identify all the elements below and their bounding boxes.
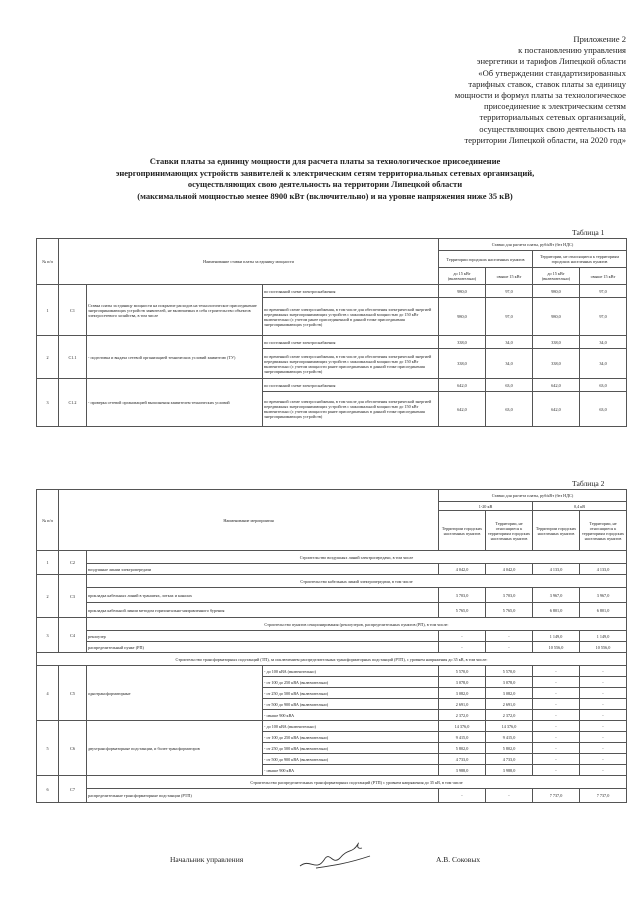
t2-row-num: 5 [37,721,59,776]
t2-row-value: - [580,732,627,743]
t2-row-label: - от 500 до 900 кВА (включительно) [263,754,439,765]
t2-head-v1: 1-20 кВ [439,502,533,511]
t2-row-code: C5 [59,666,87,721]
t1-row-condition: по временной схеме электроснабжения, в том числе для обеспечения электрической энергией передвижных энергопринимающих устройств с максимальной мощностью до 150 кВт включительно (с учетом ранее присоединенной в данной точке присоединения энергопринимающих устройств) [263,298,439,336]
t2-row-value: 3 082,0 [486,688,533,699]
t1-row-value: 642,0 [533,392,580,427]
t2-head-rural: Территории, не относящиеся к территориям городских населенных пунктов [486,511,533,551]
t2-row-value: 3 703,0 [486,588,533,603]
t1-row-value: 63,0 [580,379,627,392]
t1-row-value: 34,0 [486,336,533,349]
t1-row-value: 63,0 [580,392,627,427]
t2-row-value: 5 570,0 [486,666,533,677]
t1-row-value: 97,0 [486,298,533,336]
t1-head-num: № п/п [37,239,59,285]
t2-row-value: - [486,642,533,653]
t2-head-rural: Территории, не относящиеся к территориям городских населенных пунктов [580,511,627,551]
t2-row-num: 1 [37,551,59,575]
t2-row-value: - [580,699,627,710]
t1-row-value: 338,0 [439,349,486,379]
t2-row-value: 10 556,0 [580,642,627,653]
t2-row-label: - свыше 900 кВА [263,710,439,721]
t2-row-value: 3 967,0 [580,588,627,603]
t2-head-urban: Территории городских населенных пунктов [533,511,580,551]
t2-row-group-name: двухтрансформаторные подстанции, и более трансформаторов [87,721,263,776]
appendix-line: территориальных сетевых организаций, [479,112,626,123]
t2-row-label: прокладка кабельных линий в траншеях, лотках и каналах [87,588,439,603]
t2-row-label: - от 250 до 500 кВА (включительно) [263,743,439,754]
t2-row-value: 1 149,0 [533,631,580,642]
t2-row-label: - до 100 кВА (включительно) [263,666,439,677]
t2-row-value: 10 556,0 [533,642,580,653]
t2-row-code: C4 [59,618,87,653]
t2-row-code: C6 [59,721,87,776]
t2-row-value: 2 372,0 [439,710,486,721]
t2-row-value: 14 376,0 [439,721,486,732]
t2-head-num: № п/п [37,490,59,551]
t2-row-value: 3 078,0 [439,677,486,688]
t2-row-value: 5 765,0 [439,603,486,618]
t2-row-label: реклоузер [87,631,439,642]
t2-row-value: - [580,754,627,765]
t2-section-heading: Строительство распределительных трансформаторных подстанций (РТП) с уровнем напряжения до 35 кВ, в том числе [87,776,627,789]
t1-row-value: 642,0 [439,392,486,427]
t2-section-heading: Строительство кабельных линий электропередачи, в том числе [87,575,627,588]
t2-row-value: 5 802,0 [486,743,533,754]
t1-row-condition: по временной схеме электроснабжения, в том числе для обеспечения электрической энергией передвижных энергопринимающих устройств с максимальной мощностью до 150 кВт включительно (с учетом мощности ранее присоединенных в данной точке присоединения энергопринимающих устройств) [263,392,439,427]
t2-row-value: - [533,666,580,677]
t1-row-code: C1 [59,285,87,336]
title-line: энергопринимающих устройств заявителей к электрическим сетям территориальных сетевых организаций, [115,167,535,178]
t2-row-value: 4 042,0 [486,564,533,575]
t1-head-upto: до 15 кВт (включительно) [533,268,580,285]
t1-row-value: 338,0 [533,349,580,379]
t1-row-value: 980,0 [533,298,580,336]
appendix-line: к постановлению управления [518,45,626,56]
appendix-line: осуществляющих свою деятельность на [479,123,626,134]
t2-row-value: - [580,710,627,721]
t2-row-value: 2 691,0 [439,699,486,710]
t2-row-value: 7 737,0 [580,789,627,803]
table2 [36,489,627,803]
t2-section-heading: Строительство воздушных линий электропередачи, в том числе [87,551,627,564]
t2-row-num: 4 [37,666,59,721]
t1-row-value: 63,0 [486,379,533,392]
t1-row-value: 97,0 [580,298,627,336]
t2-row-value: 3 082,0 [439,688,486,699]
t2-row-value: - [533,699,580,710]
t1-head-over: свыше 15 кВт [580,268,627,285]
t1-head-over: свыше 15 кВт [486,268,533,285]
t2-row-value: - [439,642,486,653]
t1-row-desc: - подготовка и выдача сетевой организацией технических условий заявителю (ТУ) [87,336,263,379]
handwritten-signature [296,836,376,876]
t2-row-label: - от 100 до 250 кВА (включительно) [263,732,439,743]
t2-row-value: 5 802,0 [439,743,486,754]
t2-row-label: распределительный пункт (РП) [87,642,439,653]
appendix-line: территории Липецкой области, на 2020 год» [464,134,626,145]
t1-head-upto: до 15 кВт (включительно) [439,268,486,285]
t2-row-value: 9 415,0 [486,732,533,743]
t2-row-value: - [580,721,627,732]
appendix-line: энергетики и тарифов Липецкой области [476,56,626,67]
t2-section-heading: Строительство трансформаторных подстанций (ТП), за исключением распределительных трансформаторных подстанций (РТП), с уровнем напряжения до 35 кВ, в том числе: [37,653,627,666]
t2-row-value: 5 765,0 [486,603,533,618]
t1-row-code: C1.2 [59,379,87,427]
t1-row-condition: по постоянной схеме электроснабжения [263,336,439,349]
t1-row-condition: по постоянной схеме электроснабжения [263,285,439,298]
t1-row-value: 980,0 [439,285,486,298]
t2-row-label: - от 500 до 900 кВА (включительно) [263,699,439,710]
t1-row-value: 642,0 [533,379,580,392]
t1-row-value: 642,0 [439,379,486,392]
t2-row-value: 4 133,0 [580,564,627,575]
t1-row-code: C1.1 [59,336,87,379]
signature-position: Начальник управления [170,855,244,864]
t2-row-value: 3 703,0 [439,588,486,603]
t2-head-group: Ставки для расчета платы, руб/кВт (без НДС) [439,490,627,502]
t2-row-value: 3 078,0 [486,677,533,688]
t2-row-value: 4 133,0 [533,564,580,575]
t2-row-value: - [533,710,580,721]
title-line: (максимальной мощностью менее 8900 кВт (включительно) и на уровне напряжения ниже 35 кВ) [137,190,513,201]
t1-row-value: 34,0 [580,336,627,349]
appendix-line: Приложение 2 [573,34,626,44]
t2-row-value: - [580,743,627,754]
t2-row-value: 4 733,0 [486,754,533,765]
t1-row-desc: - проверка сетевой организацией выполнения заявителем технических условий [87,379,263,427]
t2-row-label: - от 250 до 500 кВА (включительно) [263,688,439,699]
t2-row-value: - [533,754,580,765]
t2-row-value: - [439,631,486,642]
t2-head-v2: 0,4 кВ [533,502,627,511]
appendix-line: тарифных ставок, ставок платы за единицу [468,78,626,89]
t2-row-label: воздушные линии электропередачи [87,564,439,575]
t1-row-value: 34,0 [580,349,627,379]
signature-name: А.В. Соковых [436,855,481,864]
t2-head-urban: Территории городских населенных пунктов [439,511,486,551]
t2-row-num: 6 [37,776,59,803]
t2-row-value: 2 372,0 [486,710,533,721]
appendix-line: присоединение к электрическим сетям [483,101,626,112]
document-title [60,156,590,202]
t2-row-value: 3 988,0 [486,765,533,776]
t2-row-value: - [533,721,580,732]
t2-row-group-name: однотрансформаторные [87,666,263,721]
appendix-block [436,34,626,146]
t2-row-value: 6 801,0 [533,603,580,618]
t2-row-value: 7 737,0 [533,789,580,803]
t2-row-value: 4 733,0 [439,754,486,765]
t2-row-value: 3 988,0 [439,765,486,776]
appendix-line: мощности и формул платы за технологическое [454,90,626,101]
t2-row-value: 2 691,0 [486,699,533,710]
t1-row-value: 338,0 [533,336,580,349]
t2-row-code: C7 [59,776,87,803]
t2-row-value: 14 376,0 [486,721,533,732]
t1-row-num: 3 [37,379,59,427]
t1-row-num: 2 [37,336,59,379]
t1-row-condition: по постоянной схеме электроснабжения [263,379,439,392]
t2-row-num: 2 [37,575,59,618]
t1-row-value: 338,0 [439,336,486,349]
t2-row-value: - [580,765,627,776]
table2-label: Таблица 2 [572,479,605,488]
t2-row-label: распределительные трансформаторные подстанции (РТП) [87,789,439,803]
t2-row-value: - [580,677,627,688]
t2-row-label: прокладка кабельной линии методом горизонтально-направленного бурения [87,603,439,618]
t2-row-value: 3 967,0 [533,588,580,603]
t1-head-name: Наименование ставки платы за единицу мощности [59,239,439,285]
t2-row-value: - [533,765,580,776]
t2-row-value: - [580,688,627,699]
t2-row-value: - [533,677,580,688]
t2-row-value: - [580,666,627,677]
t2-row-value: 6 801,0 [580,603,627,618]
t2-row-value: - [533,688,580,699]
t2-row-value: - [533,743,580,754]
t2-row-value: 1 149,0 [580,631,627,642]
t2-row-code: C3 [59,575,87,618]
t1-row-condition: по временной схеме электроснабжения, в том числе для обеспечения электрической энергией передвижных энергопринимающих устройств с максимальной мощностью до 150 кВт включительно (с учетом мощности ранее присоединенных в данной точке присоединения энергопринимающих устройств) [263,349,439,379]
t1-row-value: 980,0 [439,298,486,336]
table1-label: Таблица 1 [572,228,605,237]
title-line: Ставки платы за единицу мощности для расчета платы за технологическое присоединение [149,156,501,166]
t1-head-rural: Территории, не относящиеся к территориям городских населенных пунктов [533,251,627,268]
t2-row-code: C2 [59,551,87,575]
t2-row-value: - [486,789,533,803]
t1-row-num: 1 [37,285,59,336]
title-line: осуществляющих свою деятельность на территории Липецкой области [187,179,463,189]
t1-row-value: 97,0 [580,285,627,298]
t2-row-value: 5 570,0 [439,666,486,677]
t2-row-value: 4 042,0 [439,564,486,575]
t2-row-value: - [533,732,580,743]
t1-head-urban: Территории городских населенных пунктов [439,251,533,268]
t2-row-label: - свыше 900 кВА [263,765,439,776]
t1-row-value: 97,0 [486,285,533,298]
t1-head-group: Ставки для расчета платы, руб/кВт (без НДС) [439,239,627,251]
appendix-line: «Об утверждении стандартизированных [478,67,626,78]
t2-row-label: - до 100 кВА (включительно) [263,721,439,732]
t2-row-value: 9 415,0 [439,732,486,743]
t2-row-value: - [439,789,486,803]
t1-row-desc: Ставка платы за единицу мощности на покрытие расходов на технологическое присоединение энергопринимающих устройств заявителей, не включаемых в себя строительство объектов электросетевого хозяйства, в том числе [87,285,263,336]
t2-head-name: Наименование мероприятия [59,490,439,551]
table1 [36,238,627,427]
t2-row-value: - [486,631,533,642]
t1-row-value: 980,0 [533,285,580,298]
t2-section-heading: Строительство пунктов секционирования (реклоузеров, распределительных пунктов (РП), в том числе: [87,618,627,631]
t1-row-value: 63,0 [486,392,533,427]
t1-row-value: 34,0 [486,349,533,379]
t2-row-num: 3 [37,618,59,653]
t2-row-label: - от 100 до 250 кВА (включительно) [263,677,439,688]
